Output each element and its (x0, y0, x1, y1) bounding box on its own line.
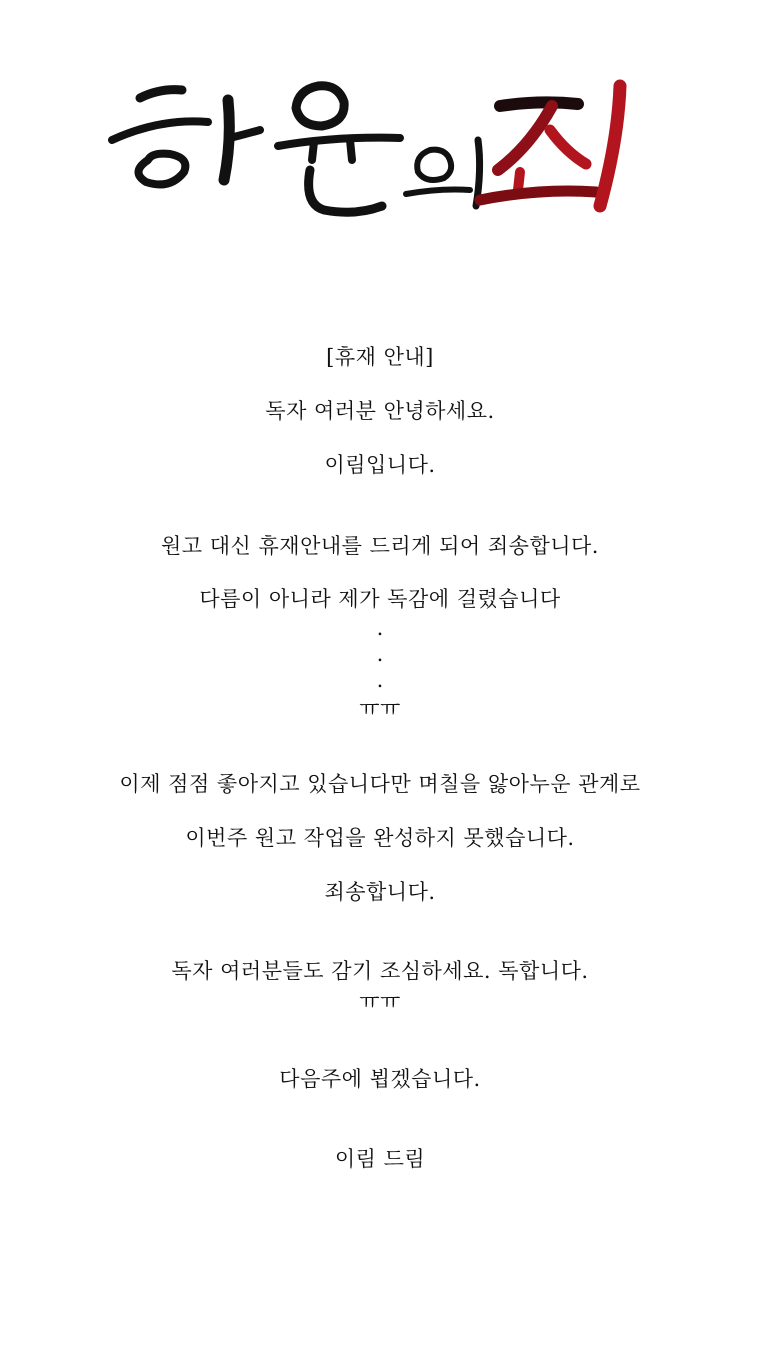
status-text: 이제 점점 좋아지고 있습니다만 며칠을 앓아누운 관계로 (119, 772, 641, 796)
ellipsis-dot: . (376, 616, 384, 640)
notice-heading: [휴재 안내] (326, 345, 434, 369)
author-intro-text: 이림입니다. (324, 453, 436, 477)
series-title-logo (100, 60, 660, 240)
crying-emoticon: ㅠㅠ (359, 697, 401, 721)
apology-text-2: 죄송합니다. (324, 880, 436, 904)
crying-emoticon-2: ㅠㅠ (359, 990, 401, 1014)
warning-text: 독자 여러분들도 감기 조심하세요. 독합니다. (171, 959, 589, 983)
next-week-text: 다음주에 뵙겠습니다. (279, 1067, 481, 1091)
ellipsis-dot: . (376, 668, 384, 692)
apology-text: 원고 대신 휴재안내를 드리게 되어 죄송합니다. (161, 534, 599, 558)
unfinished-text: 이번주 원고 작업을 완성하지 못했습니다. (185, 826, 575, 850)
reason-text: 다름이 아니라 제가 독감에 걸렸습니다 (199, 587, 561, 611)
signature-text: 이림 드림 (334, 1147, 426, 1171)
greeting-text: 독자 여러분 안녕하세요. (265, 399, 495, 423)
brush-calligraphy-title (100, 60, 660, 240)
ellipsis-dot: . (376, 642, 384, 666)
